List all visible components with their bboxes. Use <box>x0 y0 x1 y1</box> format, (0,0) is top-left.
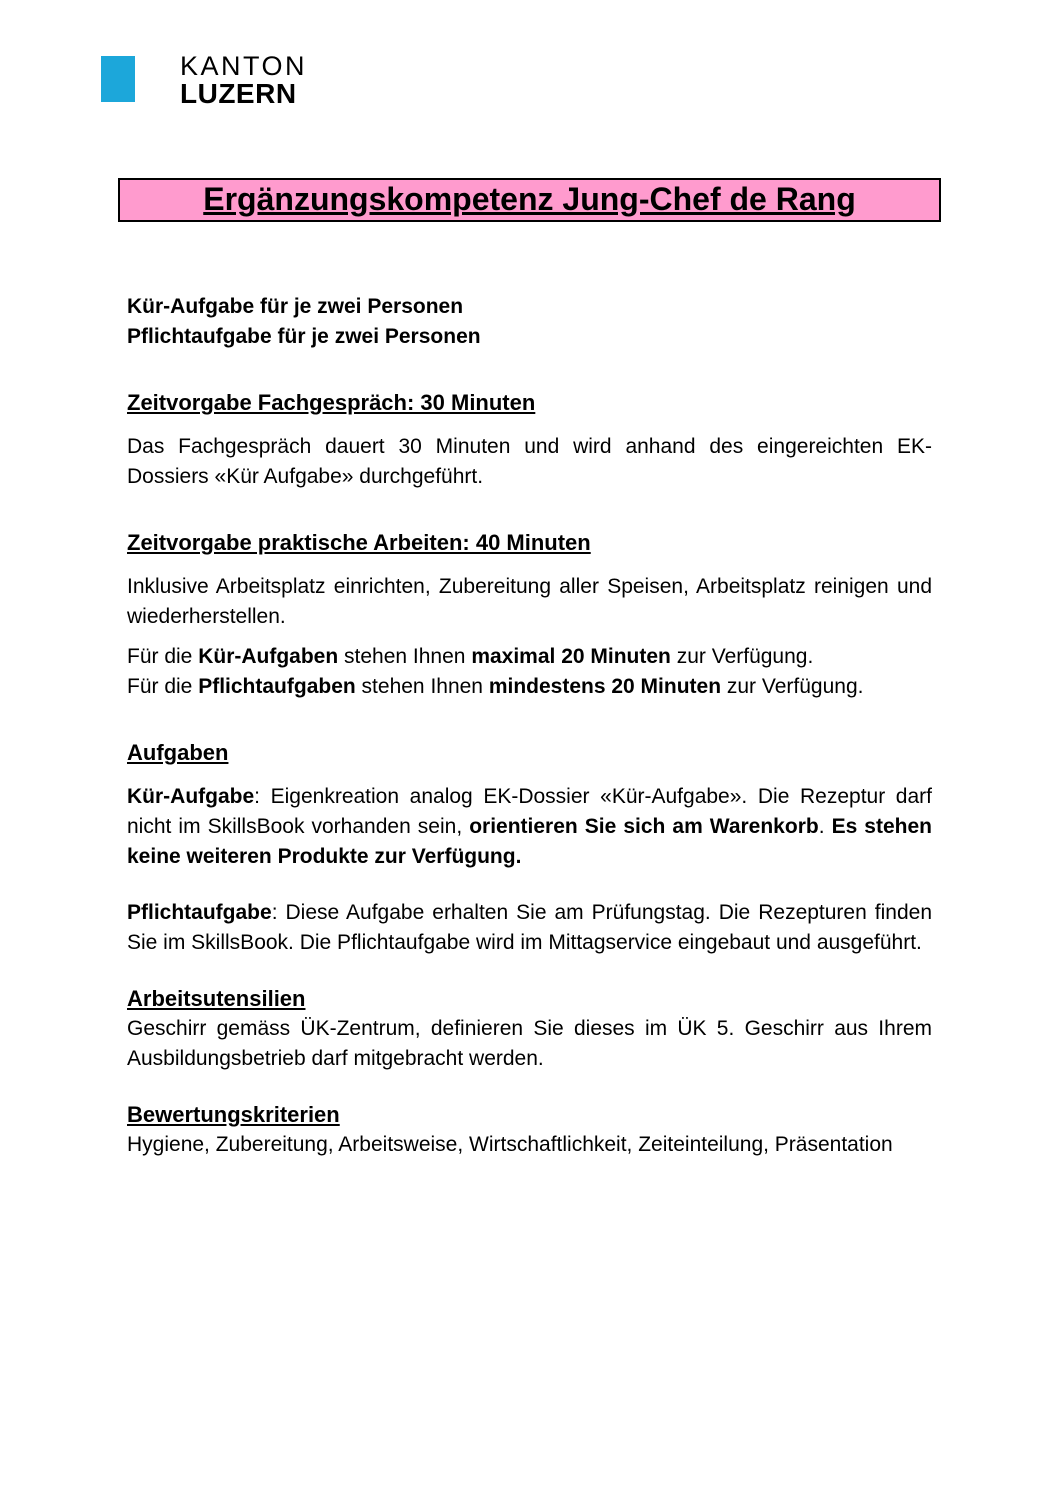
text-run: Hygiene, Zubereitung, Arbeitsweise, Wirtschaftlichkeit, Zeiteinteilung, Präsentation <box>127 1133 893 1156</box>
text-run: : Eigenkreation analog EK-Dossier «Kür-Aufgabe». Die Rezeptur darf nicht im SkillsBook vorhanden sein, <box>127 785 932 838</box>
intro-line: Pflichtaufgabe für je zwei Personen <box>127 325 481 348</box>
bold-text-run: maximal 20 Minuten <box>471 645 671 668</box>
logo-mark-blue-rectangle <box>101 56 135 102</box>
logo-luzern-text: LUZERN <box>180 78 297 109</box>
document-body <box>127 292 932 1160</box>
section-heading: Aufgaben <box>127 740 229 765</box>
text-run: . <box>818 815 832 838</box>
section-heading: Bewertungskriterien <box>127 1102 340 1127</box>
logo-wordmark <box>180 53 307 107</box>
text-run: stehen Ihnen <box>355 675 489 698</box>
bold-text-run: Pflichtaufgabe <box>127 901 272 924</box>
text-run: Das Fachgespräch dauert 30 Minuten und wird anhand des eingereichten EK-Dossiers «Kür Aufgabe» durchgeführt. <box>127 435 932 488</box>
bold-text-run: Kür-Aufgabe <box>127 785 255 808</box>
bold-text-run: orientieren Sie sich am Warenkorb <box>469 815 819 838</box>
text-run: Geschirr gemäss ÜK-Zentrum, definieren Sie dieses im ÜK 5. Geschirr aus Ihrem Ausbildungsbetrieb darf mitgebracht werden. <box>127 1017 932 1070</box>
text-run: Für die <box>127 645 199 668</box>
paragraph <box>127 572 932 632</box>
paragraph <box>127 782 932 872</box>
bold-text-run: Es stehen keine weiteren Produkte zur Verfügung. <box>127 815 932 868</box>
title-bar <box>118 178 941 222</box>
paragraph <box>127 432 932 492</box>
text-line <box>127 672 932 702</box>
text-run: zur Verfügung. <box>670 645 814 668</box>
text-run: : Diese Aufgabe erhalten Sie am Prüfungstag. Die Rezepturen finden Sie im SkillsBook. Die Pflichtaufgabe wird im Mittagservice eingebaut und ausgeführt. <box>127 901 932 954</box>
text-run: stehen Ihnen <box>338 645 472 668</box>
kanton-luzern-logo <box>127 51 932 109</box>
section-heading: Zeitvorgabe praktische Arbeiten: 40 Minuten <box>127 530 591 555</box>
paragraph <box>127 1014 932 1074</box>
paragraph <box>127 1130 932 1160</box>
intro-line: Kür-Aufgabe für je zwei Personen <box>127 295 464 318</box>
bold-text-run: Kür-Aufgaben <box>198 645 339 668</box>
section-heading: Arbeitsutensilien <box>127 986 306 1011</box>
bold-text-run: Pflichtaufgaben <box>198 675 356 698</box>
text-run: Für die <box>127 675 199 698</box>
bold-text-run: mindestens 20 Minuten <box>488 675 722 698</box>
paragraph <box>127 898 932 958</box>
text-run: Inklusive Arbeitsplatz einrichten, Zubereitung aller Speisen, Arbeitsplatz reinigen und wiederherstellen. <box>127 575 932 628</box>
intro-lines <box>127 292 932 352</box>
text-line <box>127 642 932 672</box>
time-allocation-lines <box>127 642 932 702</box>
text-run: zur Verfügung. <box>721 675 864 698</box>
logo-kanton-text: KANTON <box>180 51 308 81</box>
document-title: Ergänzungskompetenz Jung-Chef de Rang <box>203 180 856 217</box>
section-heading: Zeitvorgabe Fachgespräch: 30 Minuten <box>127 390 536 415</box>
